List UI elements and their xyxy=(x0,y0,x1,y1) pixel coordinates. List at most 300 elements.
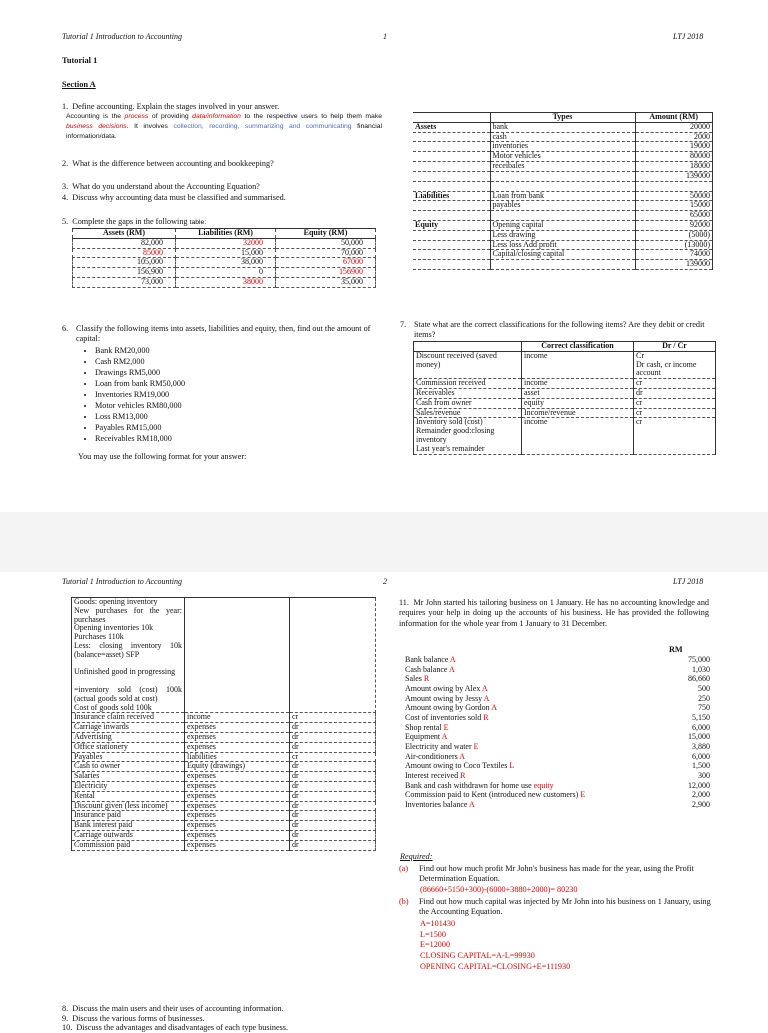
item-value: 12,000 xyxy=(688,780,710,790)
table-cell: Salaries xyxy=(72,772,185,782)
page-number-2: 2 xyxy=(383,577,387,586)
table-row xyxy=(405,674,710,684)
table-cell: 2000 xyxy=(635,132,713,142)
table-cell: 32000 xyxy=(176,238,276,248)
header-right-2: LTJ 2018 xyxy=(673,577,704,586)
table-cell: 70,000 xyxy=(276,248,376,258)
question-7 xyxy=(400,320,718,341)
table-cell: Carriage outwards xyxy=(72,830,185,840)
table-row xyxy=(72,598,376,713)
table-cell: expenses xyxy=(185,830,290,840)
table-cell: 65000 xyxy=(635,211,713,221)
table-cell: 0 xyxy=(176,268,276,278)
q-text: State what are the correct classifications for the following items? Are they debit or credit items? xyxy=(414,320,705,340)
table-cell: 139000 xyxy=(635,260,713,270)
table-cell: Office stationery xyxy=(72,742,185,752)
types-table xyxy=(413,112,713,270)
table-cell: Electricity xyxy=(72,781,185,791)
answer-line: L=1500 xyxy=(420,929,446,939)
table-cell: expenses xyxy=(185,742,290,752)
table-row xyxy=(72,781,376,791)
table-row xyxy=(72,762,376,772)
table-cell: 92000 xyxy=(635,220,713,230)
item-label: Amount owing by Jessy A xyxy=(405,693,490,703)
table-row xyxy=(405,655,710,665)
page-title: Tutorial 1 xyxy=(62,56,98,65)
table-cell: 35,000 xyxy=(276,277,376,287)
table-cell: 156900 xyxy=(276,268,376,278)
question-10 xyxy=(62,1023,288,1033)
item-value: 15,000 xyxy=(688,732,710,742)
table-cell: dr xyxy=(634,388,716,398)
table-cell: 18000 xyxy=(635,161,713,171)
table-row xyxy=(73,248,376,258)
table-cell: cr xyxy=(290,752,376,762)
part-text: Find out how much profit Mr John's business has made for the year, using the Profit Determination Equation. xyxy=(419,864,694,884)
item-value: 2,000 xyxy=(692,790,710,800)
item-label: Equipment A xyxy=(405,732,448,742)
table-cell: Payables xyxy=(72,752,185,762)
table-row xyxy=(413,142,713,152)
table-row xyxy=(72,732,376,742)
header-left-2: Tutorial 1 Introduction to Accounting xyxy=(62,577,182,586)
item-tag: E xyxy=(473,742,479,752)
item-tag: E xyxy=(443,722,449,732)
table-cell xyxy=(413,260,490,270)
table-cell: Motor vehicles xyxy=(490,152,635,162)
table-cell: receibales xyxy=(490,161,635,171)
table-cell: Cr Dr cash, cr income account xyxy=(634,351,716,378)
table-cell: 38000 xyxy=(176,277,276,287)
table-row xyxy=(413,220,713,230)
table-cell: 105,000 xyxy=(73,258,176,268)
item-label: Inventories balance A xyxy=(405,800,475,810)
ans-text: to the respective users to help them make xyxy=(240,113,383,120)
table-cell: 50,000 xyxy=(276,238,376,248)
table-row xyxy=(405,771,710,781)
table-cell: 82,000 xyxy=(73,238,176,248)
item-label: Cost of inventories sold R xyxy=(405,713,489,723)
q-text: What is the difference between accounting and bookkeeping? xyxy=(72,159,274,168)
table-cell: income xyxy=(185,713,290,723)
table-cell: income xyxy=(522,379,634,389)
table-cell: dr xyxy=(290,811,376,821)
q-text-small: table: xyxy=(189,219,207,226)
q-num: 1. xyxy=(62,102,69,111)
col-header: Equity (RM) xyxy=(276,229,376,239)
table-row xyxy=(414,388,716,398)
question-1 xyxy=(62,102,382,112)
table-cell: 80000 xyxy=(635,152,713,162)
item-tag: equity xyxy=(533,780,554,790)
q-num: 7. xyxy=(400,320,407,329)
item-tag: A xyxy=(491,703,498,713)
rm-label: RM xyxy=(669,645,683,654)
col-header: Liabilities (RM) xyxy=(176,229,276,239)
part-b xyxy=(399,897,711,918)
table-cell: Inventory sold (cost) Remainder good:closing inventory Last year's remainder xyxy=(414,418,522,454)
col-header xyxy=(414,342,522,352)
ans-highlight: process xyxy=(124,113,149,120)
items-list xyxy=(85,345,382,445)
item-tag: E xyxy=(580,790,586,800)
table-cell: asset xyxy=(522,388,634,398)
question-4 xyxy=(62,193,286,203)
table-row xyxy=(414,418,716,454)
table-row xyxy=(72,723,376,733)
question-2 xyxy=(62,159,274,169)
table-row xyxy=(405,684,710,694)
answer-line: OPENING CAPITAL=CLOSING+E=111930 xyxy=(420,961,571,971)
table-cell xyxy=(635,181,713,191)
table-cell: Cash to owner xyxy=(72,762,185,772)
table-cell xyxy=(413,152,490,162)
table-cell: Income/revenue xyxy=(522,408,634,418)
q-num: 10. xyxy=(62,1023,73,1032)
table-cell xyxy=(413,132,490,142)
list-item: • Bank RM20,000 xyxy=(95,345,382,356)
item-label: Sales R xyxy=(405,674,430,684)
q-num: 8. xyxy=(62,1004,69,1013)
table-row xyxy=(413,191,713,201)
item-value: 1,030 xyxy=(692,664,710,674)
item-tag: A xyxy=(483,693,490,703)
table-cell: Loan from bank xyxy=(490,191,635,201)
table-cell: dr xyxy=(290,723,376,733)
table-cell: (13000) xyxy=(635,240,713,250)
table-cell: expenses xyxy=(185,772,290,782)
item-value: 6,000 xyxy=(692,751,710,761)
page-number: 1 xyxy=(383,32,387,41)
item-label: Air-conditioners A xyxy=(405,751,466,761)
continued-table xyxy=(71,597,376,851)
table-cell: 20000 xyxy=(635,122,713,132)
table-row xyxy=(405,781,710,791)
table-cell: bank xyxy=(490,122,635,132)
col-header xyxy=(413,113,490,123)
table-cell: dr xyxy=(290,830,376,840)
table-cell: 19000 xyxy=(635,142,713,152)
table-cell xyxy=(413,250,490,260)
part-a xyxy=(399,864,711,885)
table-row xyxy=(413,132,713,142)
table-row xyxy=(405,723,710,733)
table-cell: Insurance paid xyxy=(72,811,185,821)
part-label: (a) xyxy=(399,864,409,873)
table-cell: Equity xyxy=(413,220,490,230)
table-cell: dr xyxy=(290,781,376,791)
gaps-table xyxy=(72,228,376,288)
table-row xyxy=(413,201,713,211)
item-label: Commission paid to Kent (introduced new customers) E xyxy=(405,790,586,800)
item-tag: A xyxy=(441,732,448,742)
table-cell xyxy=(185,598,290,713)
table-row xyxy=(73,277,376,287)
table-row xyxy=(405,713,710,723)
col-header: Amount (RM) xyxy=(635,113,713,123)
item-value: 6,000 xyxy=(692,722,710,732)
item-tag: A xyxy=(459,751,466,761)
table-cell xyxy=(413,181,490,191)
table-cell: dr xyxy=(290,742,376,752)
ans-highlight: collection, recording, summarizing and communicating xyxy=(173,122,352,130)
item-label: Amount owing to Coco Textiles L xyxy=(405,761,515,771)
table-cell: 74000 xyxy=(635,250,713,260)
item-label: Bank and cash withdrawn for home use equity xyxy=(405,780,554,790)
item-tag: R xyxy=(460,771,466,781)
table-row xyxy=(405,752,710,762)
table-cell: Less drawing xyxy=(490,230,635,240)
table-row xyxy=(73,238,376,248)
table-cell: cr xyxy=(290,713,376,723)
table-row xyxy=(405,703,710,713)
q-text: Mr John started his tailoring business on 1 January. He has no accounting knowledge and requires your help in doing up the accounts of his business. He has provided the following information for the whole year from 1 January to 31 December. xyxy=(399,598,710,628)
table-row xyxy=(413,230,713,240)
table-row xyxy=(405,790,710,800)
item-tag: A xyxy=(468,800,475,810)
table-cell: Commission received xyxy=(414,379,522,389)
item-tag: A xyxy=(448,664,455,674)
table-cell: cr xyxy=(634,408,716,418)
table-cell: Capital/closing capital xyxy=(490,250,635,260)
table-cell: Discount given (less income) xyxy=(72,801,185,811)
table-cell: 15,000 xyxy=(176,248,276,258)
page-gap xyxy=(0,512,768,572)
table-cell: 38,000 xyxy=(176,258,276,268)
item-label: Interest received R xyxy=(405,771,466,781)
table-row xyxy=(414,379,716,389)
table-cell: dr xyxy=(290,732,376,742)
question-8 xyxy=(62,1004,284,1014)
question-5 xyxy=(62,217,206,227)
table-cell xyxy=(413,161,490,171)
table-cell: Cash from owner xyxy=(414,398,522,408)
table-cell: 73,000 xyxy=(73,277,176,287)
table-cell: expenses xyxy=(185,791,290,801)
table-cell xyxy=(413,240,490,250)
table-cell: 15000 xyxy=(635,201,713,211)
answer-line: A=101430 xyxy=(420,919,456,928)
table-cell: Commission paid xyxy=(72,840,185,850)
table-row xyxy=(413,181,713,191)
table-row xyxy=(72,742,376,752)
list-item: • Motor vehicles RM80,000 xyxy=(95,400,382,411)
table-cell xyxy=(490,171,635,181)
list-item: • Receivables RM18,000 xyxy=(95,433,382,444)
table-row xyxy=(413,171,713,181)
item-tag: A xyxy=(449,655,456,664)
item-tag: R xyxy=(483,713,489,723)
answer-line: CLOSING CAPITAL=A-L=99930 xyxy=(420,950,535,960)
ans-text: . It involves xyxy=(126,122,174,130)
section-title: Section A xyxy=(62,80,96,89)
item-label: Electricity and water E xyxy=(405,742,479,752)
table-cell: Receivables xyxy=(414,388,522,398)
item-value: 1,500 xyxy=(692,761,710,771)
item-value: 86,660 xyxy=(688,674,710,684)
question-6 xyxy=(62,324,382,462)
item-value: 75,000 xyxy=(688,655,710,664)
q-num: 3. xyxy=(62,182,69,191)
item-value: 500 xyxy=(698,684,710,694)
q-text: Discuss the main users and their uses of accounting information. xyxy=(72,1004,284,1013)
part-label: (b) xyxy=(399,897,409,906)
item-tag: L xyxy=(509,761,515,771)
table-cell: dr xyxy=(290,791,376,801)
part-text: Find out how much capital was injected by Mr John into his business on 1 January, using the Accounting Equation. xyxy=(419,897,711,917)
table-cell: Liabilities xyxy=(413,191,490,201)
table-cell: cr xyxy=(634,379,716,389)
table-cell: (5000) xyxy=(635,230,713,240)
table-cell: dr xyxy=(290,762,376,772)
table-cell: dr xyxy=(290,772,376,782)
required-label: Required: xyxy=(400,852,433,861)
table-cell: Advertising xyxy=(72,732,185,742)
classification-table xyxy=(413,341,716,455)
table-cell: 139000 xyxy=(635,171,713,181)
table-row xyxy=(405,694,710,704)
table-cell xyxy=(413,171,490,181)
table-row xyxy=(73,258,376,268)
table-cell: expenses xyxy=(185,801,290,811)
item-value: 5,150 xyxy=(692,713,710,723)
item-label: Cash balance A xyxy=(405,664,455,674)
list-item: • Inventories RM19,000 xyxy=(95,389,382,400)
item-tag: R xyxy=(423,674,430,684)
table-row xyxy=(405,800,710,810)
table-row xyxy=(405,761,710,771)
table-cell: expenses xyxy=(185,723,290,733)
table-row xyxy=(413,260,713,270)
q-text: What do you understand about the Accounting Equation? xyxy=(72,182,260,191)
col-header: Correct classification xyxy=(522,342,634,352)
table-cell: income xyxy=(522,418,634,454)
table-row xyxy=(72,830,376,840)
ans-text: Accounting is the xyxy=(66,113,125,120)
part-b-answer xyxy=(420,919,570,972)
q-text: Classify the following items into assets, liabilities and equity, then, find out the amount of capital: xyxy=(76,324,371,344)
table-cell: Opening capital xyxy=(490,220,635,230)
table-row xyxy=(413,250,713,260)
question-11 xyxy=(399,598,709,629)
table-cell xyxy=(490,211,635,221)
col-header: Types xyxy=(490,113,635,123)
item-label: Shop rental E xyxy=(405,722,449,732)
table-cell: Insurance claim received xyxy=(72,713,185,723)
table-cell: equity xyxy=(522,398,634,408)
table-cell: Bank interest paid xyxy=(72,821,185,831)
ans-text: of providing xyxy=(148,113,193,120)
table-cell: 85000 xyxy=(73,248,176,258)
q-text: Define accounting. Explain the stages involved in your answer. xyxy=(72,102,280,111)
list-item: • Cash RM2,000 xyxy=(95,356,382,367)
table-cell: dr xyxy=(290,840,376,850)
table-cell: cash xyxy=(490,132,635,142)
table-cell: income xyxy=(522,351,634,378)
ans-highlight: business decisions xyxy=(66,122,127,130)
table-row xyxy=(405,732,710,742)
item-tag: A xyxy=(481,684,488,694)
ans-highlight: data/information xyxy=(192,113,241,120)
item-value: 300 xyxy=(698,771,710,781)
table-row xyxy=(72,840,376,850)
table-cell: Assets xyxy=(413,122,490,132)
q-num: 5. xyxy=(62,217,69,226)
table-cell: Equity (drawings) xyxy=(185,762,290,772)
header-left: Tutorial 1 Introduction to Accounting xyxy=(62,32,182,41)
col-header: Dr / Cr xyxy=(634,342,716,352)
q-text: Complete the gaps in the following xyxy=(72,217,190,226)
table-cell: liabilities xyxy=(185,752,290,762)
table-cell: Discount received (saved money) xyxy=(414,351,522,378)
table-row xyxy=(405,665,710,675)
table-cell: cr xyxy=(634,418,716,454)
table-cell xyxy=(290,598,376,713)
question-3 xyxy=(62,182,260,192)
table-cell xyxy=(490,260,635,270)
items-table xyxy=(405,655,710,810)
table-cell: dr xyxy=(290,801,376,811)
table-cell: Less loss Add profit xyxy=(490,240,635,250)
list-item: • Loan from bank RM50,000 xyxy=(95,378,382,389)
list-item: • Drawings RM5,000 xyxy=(95,367,382,378)
table-cell xyxy=(490,181,635,191)
table-row xyxy=(414,351,716,378)
q-text: Discuss the various forms of businesses. xyxy=(72,1014,205,1023)
q-text: Discuss the advantages and disadvantages of each type business. xyxy=(76,1023,289,1032)
q-num: 4. xyxy=(62,193,69,202)
item-value: 2,900 xyxy=(692,800,710,810)
item-label: Bank balance A xyxy=(405,655,456,664)
item-label: Amount owing by Gordon A xyxy=(405,703,498,713)
table-row xyxy=(413,122,713,132)
table-row xyxy=(413,161,713,171)
part-a-answer: (86660+5150+300)-(6000+3880+2000)= 80230 xyxy=(420,885,578,894)
list-item: • Loss RM13,000 xyxy=(95,411,382,422)
list-item: • Payables RM15,000 xyxy=(95,422,382,433)
table-cell xyxy=(413,142,490,152)
table-cell: inventories xyxy=(490,142,635,152)
table-row xyxy=(72,791,376,801)
table-cell: Goods: opening inventory New purchases for the year: purchases Opening inventories 10k Purchases 110k Less: closing inventory 10k (balance=asset) SFP Unfinished good in progressing =inventory sold (cost) 100k (actual goods sold at cost) Cost of goods sold 100k xyxy=(72,598,185,713)
table-cell xyxy=(413,230,490,240)
q-num: 9. xyxy=(62,1014,69,1023)
answer-line: E=12000 xyxy=(420,940,451,950)
q-text: Discuss why accounting data must be classified and summarised. xyxy=(72,193,286,202)
table-cell: Rental xyxy=(72,791,185,801)
table-cell: dr xyxy=(290,821,376,831)
table-cell xyxy=(413,201,490,211)
q-num: 6. xyxy=(62,324,69,333)
table-cell xyxy=(413,211,490,221)
q-num: 11. xyxy=(399,598,409,607)
item-value: 3,880 xyxy=(692,742,710,752)
item-value: 250 xyxy=(698,693,710,703)
table-cell: expenses xyxy=(185,811,290,821)
item-label: Amount owing by Alex A xyxy=(405,684,488,694)
table-cell: Sales/revenue xyxy=(414,408,522,418)
format-note: You may use the following format for your answer: xyxy=(78,452,247,462)
table-cell: Carriage inwards xyxy=(72,723,185,733)
table-row xyxy=(72,821,376,831)
item-value: 750 xyxy=(698,703,710,713)
ans-text: financial information/data. xyxy=(66,122,383,140)
table-cell: expenses xyxy=(185,840,290,850)
table-cell: 67000 xyxy=(276,258,376,268)
table-row xyxy=(405,742,710,752)
header-right: LTJ 2018 xyxy=(673,32,704,41)
q-num: 2. xyxy=(62,159,69,168)
